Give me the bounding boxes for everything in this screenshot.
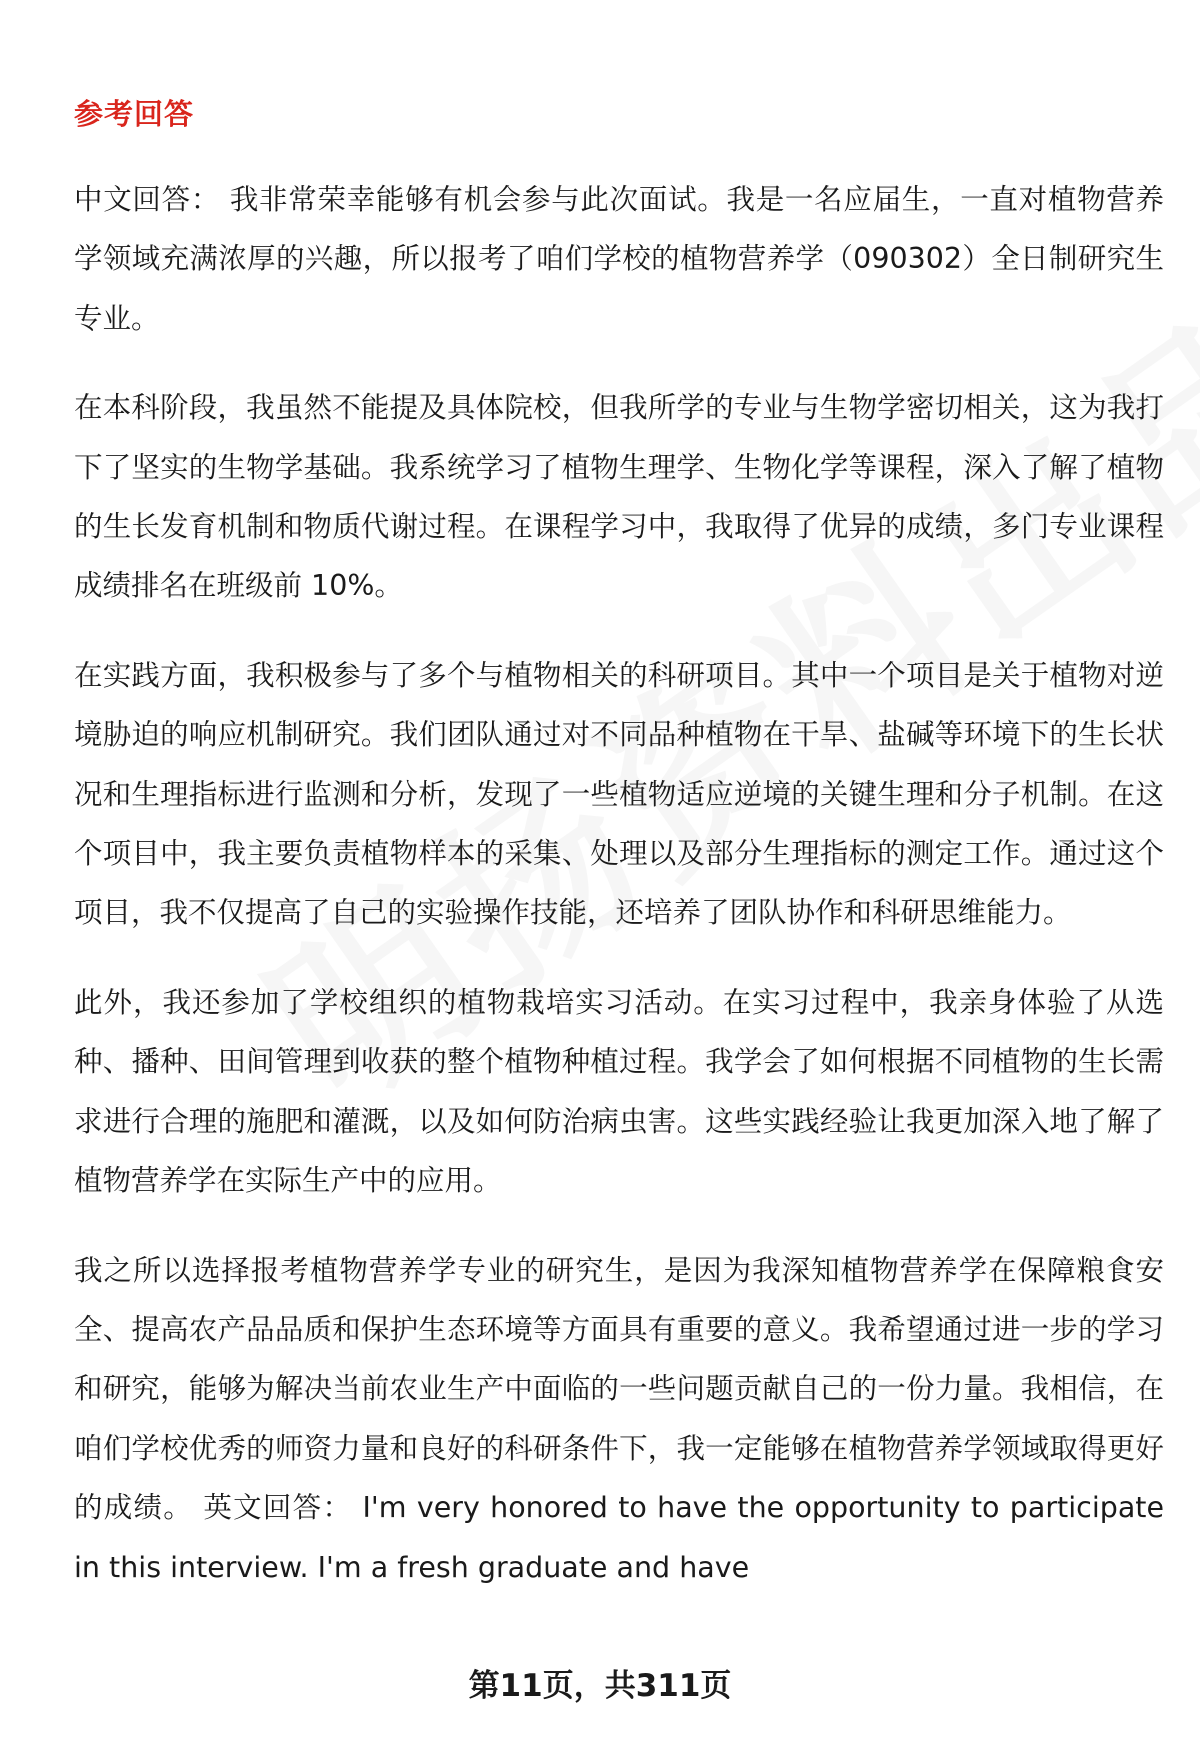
section-heading: 参考回答 [74, 97, 195, 131]
paragraph-undergraduate: 在本科阶段，我虽然不能提及具体院校，但我所学的专业与生物学密切相关，这为我打下了坚实的生物学基础。我系统学习了植物生理学、生物化学等课程，深入了解了植物的生长发育机制和物质代谢过程。在课程学习中，我取得了优异的成绩，多门专业课程成绩排名在班级前 10%。 [74, 391, 1164, 603]
paragraph-intro: 中文回答： 我非常荣幸能够有机会参与此次面试。我是一名应届生，一直对植物营养学领域充满浓厚的兴趣，所以报考了咱们学校的植物营养学（090302）全日制研究生专业。 [74, 183, 1164, 335]
answer-body [74, 170, 1164, 1627]
paragraph-internship: 此外，我还参加了学校组织的植物栽培实习活动。在实习过程中，我亲身体验了从选种、播种、田间管理到收获的整个植物种植过程。我学会了如何根据不同植物的生长需求进行合理的施肥和灌溉，以及如何防治病虫害。这些实践经验让我更加深入地了解了植物营养学在实际生产中的应用。 [74, 985, 1164, 1198]
page-number-footer: 第11页，共311页 [468, 1668, 732, 1704]
paragraph-research-practice: 在实践方面，我积极参与了多个与植物相关的科研项目。其中一个项目是关于植物对逆境胁迫的响应机制研究。我们团队通过对不同品种植物在干旱、盐碱等环境下的生长状况和生理指标进行监测和分析，发现了一些植物适应逆境的关键生理和分子机制。在这个项目中，我主要负责植物样本的采集、处理以及部分生理指标的测定工作。通过这个项目，我不仅提高了自己的实验操作技能，还培养了团队协作和科研思维能力。 [74, 658, 1164, 930]
paragraph-motivation: 我之所以选择报考植物营养学专业的研究生，是因为我深知植物营养学在保障粮食安全、提高农产品品质和保护生态环境等方面具有重要的意义。我希望通过进一步的学习和研究，能够为解决当前农业生产中面临的一些问题贡献自己的一份力量。我相信，在咱们学校优秀的师资力量和良好的科研条件下，我一定能够在植物营养学领域取得更好的成绩。 英文回答： I'm very honored to have the opportunity to participate in this interview. I'm a fresh graduate and have [74, 1253, 1164, 1584]
